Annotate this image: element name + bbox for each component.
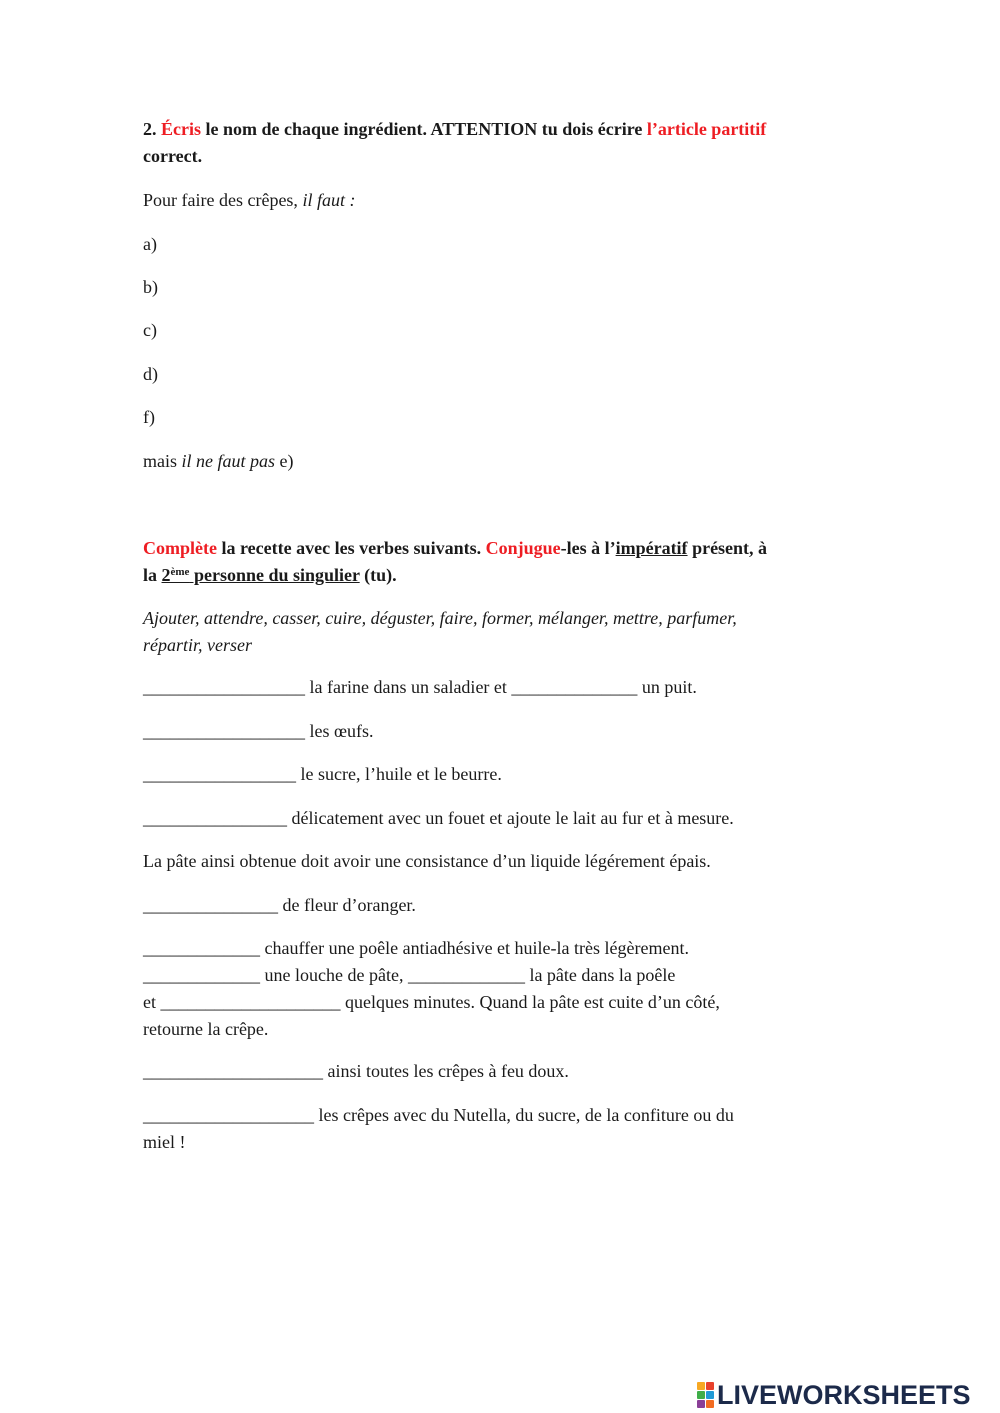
instruction-highlight: l’article partitif bbox=[646, 119, 767, 139]
negative-text: mais bbox=[143, 451, 182, 471]
instruction-verb-complete: Complète bbox=[143, 538, 217, 558]
logo-square bbox=[706, 1400, 714, 1408]
answer-item[interactable]: b) bbox=[143, 277, 158, 297]
instruction-text: le nom de chaque ingrédient. ATTENTION tu dois écrire bbox=[201, 119, 647, 139]
recipe-line[interactable]: _________________ le sucre, l’huile et le beurre. bbox=[143, 764, 502, 784]
recipe-line[interactable]: et ____________________ quelques minutes. Quand la pâte est cuite d’un côté, bbox=[143, 992, 720, 1012]
recipe-line[interactable]: __________________ les œufs. bbox=[143, 721, 374, 741]
recipe-line[interactable]: ___________________ les crêpes avec du Nutella, du sucre, de la confiture ou du bbox=[143, 1105, 734, 1125]
logo-square bbox=[697, 1391, 705, 1399]
recipe-line[interactable]: ____________________ ainsi toutes les crêpes à feu doux. bbox=[143, 1061, 569, 1081]
answer-item[interactable]: f) bbox=[143, 407, 155, 427]
recipe-line[interactable]: _____________ une louche de pâte, _____________ la pâte dans la poêle bbox=[143, 965, 676, 985]
logo-square bbox=[706, 1391, 714, 1399]
person-ordinal: ème bbox=[170, 566, 190, 578]
exercise2-intro bbox=[143, 187, 355, 214]
person-number: 2 bbox=[161, 565, 171, 585]
exercise3-instruction-line1 bbox=[143, 535, 767, 562]
answer-item[interactable]: c) bbox=[143, 320, 157, 340]
recipe-line: La pâte ainsi obtenue doit avoir une consistance d’un liquide légérement épais. bbox=[143, 851, 711, 871]
logo-square bbox=[697, 1400, 705, 1408]
recipe-line[interactable]: _____________ chauffer une poêle antiadhésive et huile-la très légèrement. bbox=[143, 938, 689, 958]
instruction-text: présent, à bbox=[687, 538, 768, 558]
answer-item[interactable]: a) bbox=[143, 234, 157, 254]
liveworksheets-logo-text: LIVEWORKSHEETS bbox=[717, 1379, 971, 1410]
person-text: personne du singulier bbox=[189, 565, 360, 585]
negative-label: e) bbox=[275, 451, 294, 471]
instruction-text: -les à l’ bbox=[560, 538, 616, 558]
recipe-line: miel ! bbox=[143, 1132, 186, 1152]
instruction-verb: Écris bbox=[161, 119, 201, 139]
instruction-text: la bbox=[143, 565, 162, 585]
negative-italic: il ne faut pas bbox=[181, 451, 275, 471]
recipe-line[interactable]: _______________ de fleur d’oranger. bbox=[143, 895, 416, 915]
answer-item[interactable]: d) bbox=[143, 364, 158, 384]
instruction-verb-conjugue: Conjugue bbox=[485, 538, 561, 558]
recipe-line: retourne la crêpe. bbox=[143, 1019, 269, 1039]
recipe-line[interactable]: ________________ délicatement avec un fouet et ajoute le lait au fur et à mesure. bbox=[143, 808, 734, 828]
intro-text: Pour faire des crêpes, bbox=[143, 190, 303, 210]
instruction-person bbox=[162, 565, 360, 585]
exercise3-instruction-line2 bbox=[143, 562, 397, 589]
instruction-text: la recette avec les verbes suivants. bbox=[216, 538, 486, 558]
liveworksheets-logo-icon bbox=[697, 1382, 714, 1408]
instruction-imperatif: impératif bbox=[615, 538, 688, 558]
instruction-text: (tu). bbox=[359, 565, 397, 585]
verb-list-line1: Ajouter, attendre, casser, cuire, déguster, faire, former, mélanger, mettre, parfumer, bbox=[143, 608, 737, 628]
logo-square bbox=[706, 1382, 714, 1390]
logo-square bbox=[697, 1382, 705, 1390]
recipe-line[interactable]: __________________ la farine dans un saladier et ______________ un puit. bbox=[143, 677, 697, 697]
verb-list-line2: répartir, verser bbox=[143, 635, 252, 655]
answer-item-negative[interactable] bbox=[143, 448, 293, 475]
exercise-number: 2. bbox=[143, 119, 157, 139]
intro-italic: il faut : bbox=[302, 190, 356, 210]
exercise2-instruction-line2: correct. bbox=[143, 146, 203, 166]
exercise2-instruction-line1 bbox=[143, 116, 766, 143]
liveworksheets-logo bbox=[697, 1378, 997, 1412]
